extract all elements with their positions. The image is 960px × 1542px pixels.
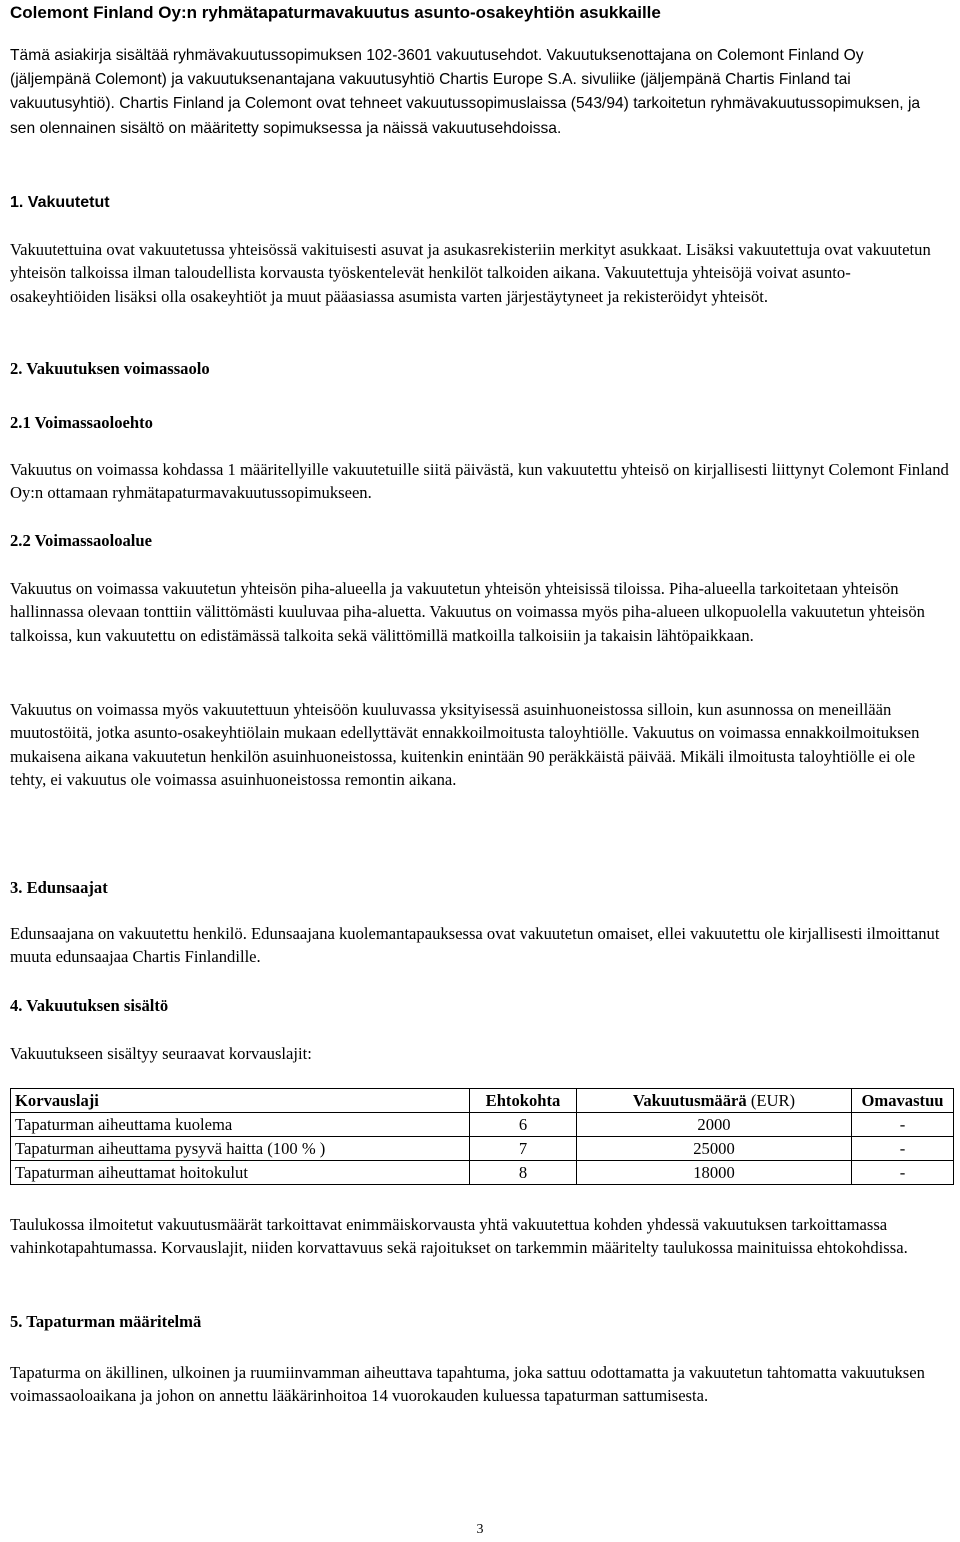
cell-korvauslaji: Tapaturman aiheuttamat hoitokulut: [11, 1161, 470, 1185]
section-5-text: Tapaturma on äkillinen, ulkoinen ja ruumiinvamman aiheuttava tapahtuma, joka sattuu odottamatta ja vakuutetun tahtomatta vakuutuksen voimassaoloaikana ja johon on annettu lääkärinhoitoa 14 vuorokauden kuluessa tapaturman sattumisesta.: [10, 1363, 925, 1406]
cell-ehtokohta: 6: [470, 1113, 577, 1137]
section-2-heading: 2. Vakuutuksen voimassaolo: [10, 359, 210, 378]
table-header-row: [11, 1089, 954, 1113]
header-ehtokohta: Ehtokohta: [470, 1089, 577, 1113]
cell-korvauslaji: Tapaturman aiheuttama kuolema: [11, 1113, 470, 1137]
section-2-1-text: Vakuutus on voimassa kohdassa 1 määritellyille vakuutetuille siitä päivästä, kun vakuutettu yhteisö on kirjallisesti liittynyt Colemont Finland Oy:n ottamaan ryhmätapaturmavakuutussopimukseen.: [10, 460, 949, 503]
cell-omavastuu: -: [852, 1137, 954, 1161]
document-intro: Tämä asiakirja sisältää ryhmävakuutussopimuksen 102-3601 vakuutusehdot. Vakuutuksenottajana on Colemont Finland Oy (jäljempänä Colemont) ja vakuutuksenantajana vakuutusyhtiö Chartis Europe S.A. sivuliike (jäljempänä Chartis Finland tai vakuutusyhtiö). Chartis Finland ja Colemont ovat tehneet vakuutussopimuslaissa (543/94) tarkoitetun ryhmävakuutussopimuksen, ja sen olennainen sisältö on määritetty sopimuksessa ja näissä vakuutusehdoissa.: [10, 47, 921, 137]
section-2-2-text-2: Vakuutus on voimassa myös vakuutettuun yhteisöön kuuluvassa yksityisessä asuinhuoneistossa silloin, kun asunnossa on meneillään muutostöitä, jotka asunto-osakeyhtiölain mukaan edellyttävät ennakkoilmoitusta taloyhtiölle. Vakuutus on voimassa ennakkoilmoituksen mukaisena aikana vakuutetun henkilön asuinhuoneistossa, kuitenkin enintään 90 peräkkäistä päivää. Mikäli ilmoitusta taloyhtiölle ei ole tehty, ei vakuutus ole voimassa asuinhuoneistossa remontin aikana.: [10, 700, 920, 790]
cell-omavastuu: -: [852, 1113, 954, 1137]
compensation-table: [10, 1088, 954, 1185]
section-4-heading: 4. Vakuutuksen sisältö: [10, 996, 169, 1015]
header-korvauslaji: Korvauslaji: [11, 1089, 470, 1113]
section-3-text: Edunsaajana on vakuutettu henkilö. Edunsaajana kuolemantapauksessa ovat vakuutetun omaiset, ellei vakuutettu ole kirjallisesti ilmoittanut muuta edunsaajaa Chartis Finlandille.: [10, 924, 940, 967]
cell-vakuutusmaara: 25000: [577, 1137, 852, 1161]
table-row: [11, 1137, 954, 1161]
section-4-intro: Vakuutukseen sisältyy seuraavat korvauslajit:: [10, 1044, 312, 1063]
section-2-2-text-1: Vakuutus on voimassa vakuutetun yhteisön piha-alueella ja vakuutetun yhteisön yhteisissä tiloissa. Piha-alueella tarkoitetaan yhteisön hallinnassa olevaan tonttiin välittömästi kuuluvaa piha-aluetta. Vakuutus on voimassa myös piha-alueen ulkopuolella vakuutetun yhteisön talkoissa, kun vakuutettu on edistämässä talkoita sekä välittömillä matkoilla talkoisiin ja takaisin lähtöpaikkaan.: [10, 579, 925, 645]
section-2-2-heading: 2.2 Voimassaoloalue: [10, 531, 152, 550]
section-3-heading: 3. Edunsaajat: [10, 878, 108, 897]
section-2-1-heading: 2.1 Voimassaoloehto: [10, 413, 153, 432]
section-1-text: Vakuutettuina ovat vakuutetussa yhteisössä vakituisesti asuvat ja asukasrekisteriin merkityt asukkaat. Lisäksi vakuutettuja ovat vakuutetun yhteisön talkoissa ilman taloudellista korvausta työskentelevät henkilöt talkoiden aikana. Vakuutettuja yhteisöjä voivat asunto-osakeyhtiöiden lisäksi olla osakeyhtiöt ja muut pääasiassa asumista varten järjestäytyneet ja rekisteröidyt yhteisöt.: [10, 240, 931, 306]
document-title: Colemont Finland Oy:n ryhmätapaturmavakuutus asunto-osakeyhtiön asukkaille: [10, 3, 661, 22]
section-1-heading: 1. Vakuutetut: [10, 194, 110, 211]
cell-korvauslaji: Tapaturman aiheuttama pysyvä haitta (100 % ): [11, 1137, 470, 1161]
section-4-note: Taulukossa ilmoitetut vakuutusmäärät tarkoittavat enimmäiskorvausta yhtä vakuutettua kohden yhdessä vakuutuksen tarkoittamassa vahinkotapahtumassa. Korvauslajit, niiden korvattavuus sekä rajoitukset on tarkemmin määritelty taulukossa mainituissa ehtokohdissa.: [10, 1215, 908, 1258]
section-5-heading: 5. Tapaturman määritelmä: [10, 1312, 202, 1331]
cell-vakuutusmaara: 2000: [577, 1113, 852, 1137]
page-number: 3: [476, 1522, 484, 1537]
table-row: [11, 1113, 954, 1137]
cell-omavastuu: -: [852, 1161, 954, 1185]
table-row: [11, 1161, 954, 1185]
cell-ehtokohta: 8: [470, 1161, 577, 1185]
header-vakuutusmaara-unit: (EUR): [750, 1090, 796, 1110]
cell-ehtokohta: 7: [470, 1137, 577, 1161]
cell-vakuutusmaara: 18000: [577, 1161, 852, 1185]
header-omavastuu: Omavastuu: [852, 1089, 954, 1113]
header-vakuutusmaara-label: Vakuutusmäärä: [632, 1090, 747, 1110]
header-vakuutusmaara: [577, 1089, 852, 1113]
